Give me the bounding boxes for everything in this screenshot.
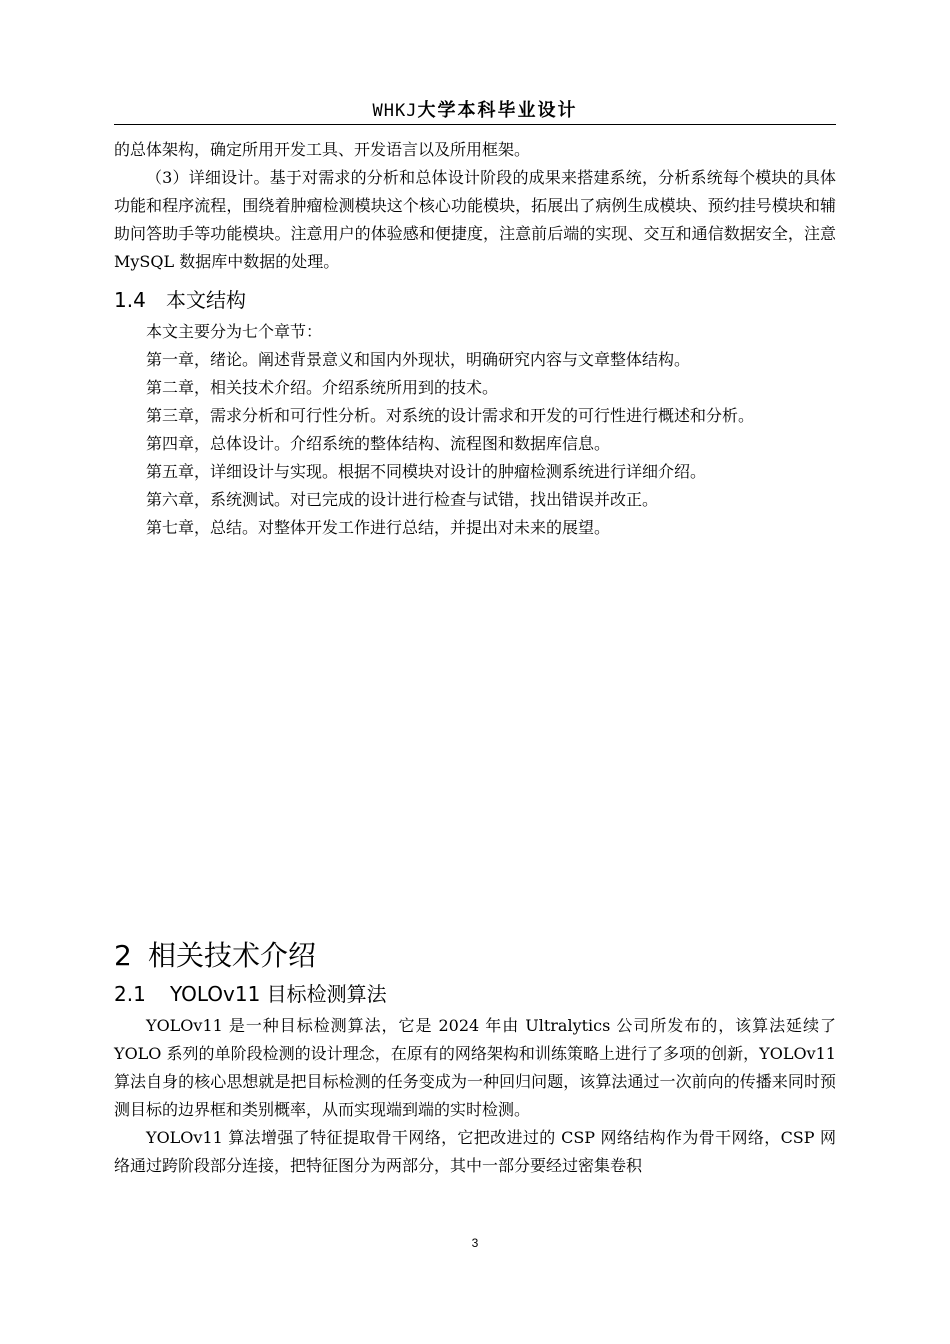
page-number: 3	[471, 1236, 479, 1250]
header-rule	[114, 124, 836, 125]
chapter-item: 第三章，需求分析和可行性分析。对系统的设计需求和开发的可行性进行概述和分析。	[146, 406, 755, 425]
section-title: YOLOv11 目标检测算法	[170, 982, 387, 1006]
header-title: 大学本科毕业设计	[417, 100, 578, 121]
chapter-item: 第七章，总结。对整体开发工作进行总结，并提出对未来的展望。	[146, 518, 611, 537]
section-number: 2.1	[114, 982, 146, 1006]
chapter-item: 第五章，详细设计与实现。根据不同模块对设计的肿瘤检测系统进行详细介绍。	[146, 462, 707, 481]
body-text	[114, 136, 836, 542]
paragraph: YOLOv11 是一种目标检测算法，它是 2024 年由 Ultralytics 公司所发布的，该算法延续了 YOLO 系列的单阶段检测的设计理念，在原有的网络架构和训练策略上进行了多项的创新，YOLOv11 算法自身的核心思想就是把目标检测的任务变成为一种回归问题，该算法通过一次前向的传播来同时预测目标的边界框和类别概率，从而实现端到端的实时检测。	[114, 1016, 836, 1119]
page-header	[114, 96, 836, 122]
paragraph: （3）详细设计。基于对需求的分析和总体设计阶段的成果来搭建系统，分析系统每个模块的具体功能和程序流程，围绕着肿瘤检测模块这个核心功能模块，拓展出了病例生成模块、预约挂号模块和辅助问答助手等功能模块。注意用户的体验感和便捷度，注意前后端的实现、交互和通信数据安全，注意 MySQL 数据库中数据的处理。	[114, 168, 836, 271]
chapter-title: 相关技术介绍	[148, 939, 317, 972]
chapter-number: 2	[114, 939, 132, 972]
section-number: 1.4	[114, 288, 146, 312]
paragraph: YOLOv11 算法增强了特征提取骨干网络，它把改进过的 CSP 网络结构作为骨干网络，CSP 网络通过跨阶段部分连接，把特征图分为两部分，其中一部分要经过密集卷积	[114, 1128, 836, 1175]
chapter-item: 第二章，相关技术介绍。介绍系统所用到的技术。	[146, 378, 499, 397]
chapter-item: 第一章，绪论。阐述背景意义和国内外现状，明确研究内容与文章整体结构。	[146, 350, 691, 369]
chapter-2	[114, 938, 836, 1180]
section-title: 本文结构	[166, 288, 246, 312]
chapter-item: 第六章，系统测试。对已完成的设计进行检查与试错，找出错误并改正。	[146, 490, 659, 509]
chapter-item: 第四章，总体设计。介绍系统的整体结构、流程图和数据库信息。	[146, 434, 611, 453]
chapter-heading	[114, 938, 836, 974]
header-school-code: WHKJ	[372, 101, 418, 121]
section-heading-2-1	[114, 980, 836, 1008]
paragraph: 本文主要分为七个章节：	[146, 322, 323, 341]
paragraph: 的总体架构，确定所用开发工具、开发语言以及所用框架。	[114, 140, 531, 159]
section-heading-1-4	[114, 286, 836, 314]
